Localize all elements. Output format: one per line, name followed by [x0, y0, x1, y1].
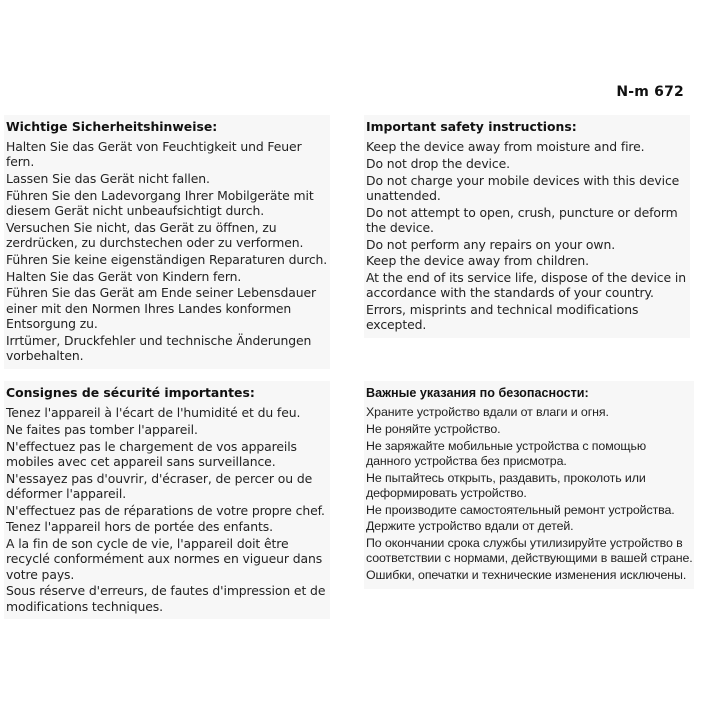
instruction-item: Tenez l'appareil à l'écart de l'humidité et du feu. — [6, 405, 301, 420]
instruction-item: Sous réserve d'erreurs, de fautes d'impression et de modifications techniques. — [6, 583, 326, 614]
instruction-list — [4, 139, 330, 363]
section-title: Важные указания по безопасности: — [366, 386, 589, 400]
instruction-item: Ne faites pas tomber l'appareil. — [6, 421, 198, 437]
instruction-item: Не пытайтесь открыть, раздавить, проколоть или деформировать устройство. — [366, 470, 646, 500]
safety-section-german — [4, 115, 330, 369]
instruction-item: Не производите самостоятельный ремонт устройства. — [366, 502, 675, 517]
instruction-item: Halten Sie das Gerät von Kindern fern. — [6, 268, 242, 284]
instruction-item: Irrtümer, Druckfehler und technische Änderungen vorbehalten. — [6, 332, 312, 363]
instruction-item: Versuchen Sie nicht, das Gerät zu öffnen, zu zerdrücken, zu durchstechen oder zu verformen. — [6, 219, 304, 250]
instruction-item: N'effectuez pas le chargement de vos appareils mobiles avec cet appareil sans surveillance. — [6, 438, 297, 469]
model-number: N-m 672 — [616, 84, 684, 100]
instruction-item: Errors, misprints and technical modifications excepted. — [366, 302, 639, 333]
instruction-list — [4, 405, 330, 614]
instruction-item: Lassen Sie das Gerät nicht fallen. — [6, 171, 210, 186]
instruction-item: Не заряжайте мобильные устройства с помощью данного устройства без присмотра. — [366, 438, 647, 468]
instruction-item: Do not drop the device. — [366, 155, 510, 171]
section-title: Consignes de sécurité importantes: — [6, 385, 255, 400]
instruction-item: Не роняйте устройство. — [366, 421, 501, 436]
safety-section-russian — [364, 381, 694, 589]
instruction-item: Do not charge your mobile devices with this device unattended. — [366, 172, 680, 203]
instruction-list — [364, 139, 690, 333]
instruction-item: Führen Sie den Ladevorgang Ihrer Mobilgeräte mit diesem Gerät nicht unbeaufsichtigt durch. — [6, 187, 314, 218]
instruction-item: N'essayez pas d'ouvrir, d'écraser, de percer ou de déformer l'appareil. — [6, 470, 313, 501]
section-title: Important safety instructions: — [366, 119, 577, 134]
instruction-item: Keep the device away from moisture and fire. — [366, 139, 645, 154]
instruction-item: At the end of its service life, dispose of the device in accordance with the standards of your country. — [366, 270, 686, 301]
safety-section-english — [364, 115, 690, 338]
instruction-item: Храните устройство вдали от влаги и огня. — [366, 405, 609, 419]
section-title: Wichtige Sicherheitshinweise: — [6, 119, 218, 134]
safety-section-french — [4, 381, 330, 619]
instruction-item: A la fin de son cycle de vie, l'appareil doit être recyclé conformément aux normes en vigueur dans votre pays. — [6, 536, 323, 582]
instruction-item: Ошибки, опечатки и технические изменения исключены. — [366, 568, 687, 583]
instruction-item: Do not perform any repairs on your own. — [366, 236, 616, 252]
instruction-item: Do not attempt to open, crush, puncture or deform the device. — [366, 204, 678, 235]
instruction-item: Keep the device away from children. — [366, 253, 589, 269]
instruction-item: Tenez l'appareil hors de portée des enfants. — [6, 519, 273, 535]
instruction-item: Halten Sie das Gerät von Feuchtigkeit und Feuer fern. — [6, 139, 302, 170]
instruction-item: Führen Sie keine eigenständigen Reparaturen durch. — [6, 251, 328, 267]
instruction-item: По окончании срока службы утилизируйте устройство в соответствии с нормами, действующими в вашей стране. — [366, 536, 693, 566]
instruction-item: N'effectuez pas de réparations de votre propre chef. — [6, 502, 325, 518]
instruction-list — [364, 405, 694, 583]
instruction-item: Держите устройство вдали от детей. — [366, 519, 574, 534]
instruction-item: Führen Sie das Gerät am Ende seiner Lebensdauer einer mit den Normen Ihres Landes konformen Entsorgung zu. — [6, 285, 316, 331]
